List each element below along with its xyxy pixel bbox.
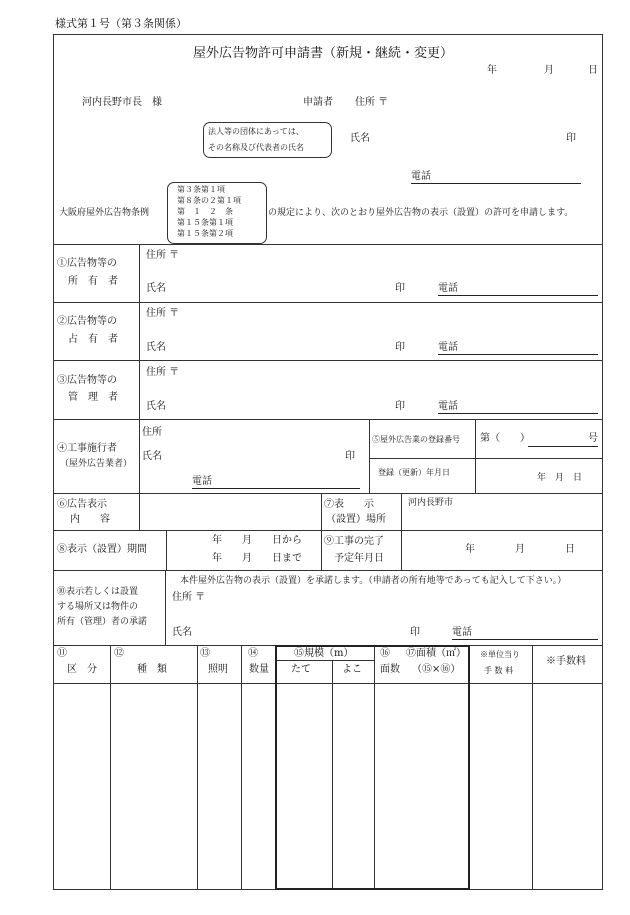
consent-name: 氏名: [172, 627, 192, 638]
article-3: 第 １ ２ 条: [177, 207, 233, 216]
registration-number-suffix: 号: [588, 433, 598, 444]
applicant-address-label: 住所 〒: [355, 97, 389, 108]
ordinance-text: の規定により、次のとおり屋外広告物の表示（設置）の許可を申請します。: [268, 208, 574, 218]
date-year: 年: [487, 65, 497, 76]
applicant-seal: 印: [566, 133, 576, 144]
contractor-label-1: ④工事施行者: [57, 443, 117, 454]
form-title: 屋外広告物許可申請書（新規・継続・変更）: [193, 46, 454, 61]
location-label-1: ⑦表 示: [324, 499, 374, 510]
addressee: 河内長野市長 様: [82, 97, 162, 108]
completion-value: 年 月 日: [465, 544, 575, 555]
owner-label-1: ①広告物等の: [57, 258, 117, 269]
occupant-seal: 印: [395, 342, 405, 353]
content-label-2: 内 容: [70, 514, 110, 525]
col-17-formula: （⑮×⑯）: [412, 664, 461, 675]
applicant-name-label: 氏名: [350, 133, 370, 144]
corp-note-line2: その名称及び代表者の氏名: [208, 143, 304, 152]
consent-seal: 印: [410, 627, 420, 638]
article-5: 第１５条第２項: [177, 229, 233, 238]
manager-seal: 印: [395, 401, 405, 412]
col-14-number: ⑭: [248, 648, 258, 659]
manager-label-2: 管 理 者: [68, 392, 118, 403]
col-14-label: 数量: [249, 664, 269, 675]
manager-name: 氏名: [146, 401, 166, 412]
contractor-address: 住所: [142, 427, 162, 438]
form-id: 様式第１号（第３条関係）: [55, 17, 187, 30]
contractor-phone: 電話: [192, 476, 212, 487]
contractor-name: 氏名: [142, 451, 162, 462]
consent-label-2: する場所又は物件の: [57, 602, 139, 612]
content-label-1: ⑥広告表示: [57, 499, 107, 510]
owner-seal: 印: [395, 283, 405, 294]
completion-label-2: 予定年月日: [334, 553, 384, 564]
col-13-label: 照明: [208, 664, 228, 675]
contractor-seal: 印: [345, 451, 355, 462]
registration-number-label: ⑤屋外広告業の登録番号: [372, 435, 460, 444]
registration-date-label: 登録（更新）年月日: [378, 468, 450, 477]
occupant-label-1: ②広告物等の: [57, 316, 117, 327]
registration-date-value: 年 月 日: [537, 473, 583, 483]
manager-address: 住所 〒: [146, 367, 180, 378]
period-to: 年 月 日まで: [212, 553, 302, 564]
consent-text: 本件屋外広告物の表示（設置）を承諾します。（申請者の所有地等であっても記入して下さい。）: [180, 576, 567, 586]
col-18-label-2: 手 数 料: [484, 666, 514, 675]
col-16-label: 面数: [380, 664, 400, 675]
owner-label-2: 所 有 者: [68, 276, 118, 287]
consent-phone: 電話: [452, 627, 472, 638]
ordinance-name: 大阪府屋外広告物条例: [59, 208, 150, 218]
col-11-label: 区 分: [67, 664, 97, 675]
period-from: 年 月 日から: [212, 535, 302, 546]
dimension-area-box: [275, 645, 470, 890]
contractor-label-2: （屋外広告業者）: [60, 459, 133, 469]
col-17-label: ⑰面積（㎡）: [406, 648, 466, 659]
owner-name: 氏名: [146, 283, 166, 294]
owner-address: 住所 〒: [146, 250, 180, 261]
col-18-label-1: ※単位当り: [480, 650, 520, 659]
completion-label-1: ⑨工事の完了: [324, 536, 384, 547]
occupant-label-2: 占 有 者: [68, 334, 118, 345]
col-15-label: ⑮規模（m）: [294, 648, 354, 659]
applicant-phone-line: [411, 183, 581, 184]
article-4: 第１５条第１項: [177, 218, 233, 227]
manager-label-1: ③広告物等の: [57, 375, 117, 386]
applicant-label: 申請者: [303, 97, 333, 108]
col-15-width: よこ: [342, 664, 362, 675]
location-value: 河内長野市: [408, 498, 454, 508]
registration-number-value: 第（ ）: [480, 433, 530, 444]
col-16-number: ⑯: [380, 648, 390, 659]
manager-phone: 電話: [438, 401, 458, 412]
occupant-name: 氏名: [146, 342, 166, 353]
location-label-2: （設置）場所: [326, 514, 386, 525]
consent-label-3: 所有（管理）者の承諾: [57, 617, 148, 627]
col-12-number: ⑫: [114, 648, 124, 659]
occupant-address: 住所 〒: [146, 308, 180, 319]
owner-phone: 電話: [438, 283, 458, 294]
col-12-label: 種 類: [137, 664, 167, 675]
date-day: 日: [588, 65, 598, 76]
consent-label-1: ⑩表示若しくは設置: [57, 587, 139, 597]
occupant-phone: 電話: [438, 342, 458, 353]
col-11-number: ⑪: [57, 648, 67, 659]
period-label: ⑧表示（設置）期間: [57, 544, 147, 555]
date-month: 月: [544, 65, 554, 76]
consent-address: 住所 〒: [172, 592, 206, 603]
article-2: 第８条の２第１項: [177, 196, 241, 205]
col-13-number: ⑬: [200, 648, 210, 659]
article-1: 第３条第１項: [177, 185, 225, 194]
col-19-label: ※手数料: [546, 656, 586, 667]
applicant-phone-label: 電話: [411, 171, 431, 182]
col-15-height: たて: [291, 664, 311, 675]
corp-note-line1: 法人等の団体にあっては、: [208, 127, 304, 136]
